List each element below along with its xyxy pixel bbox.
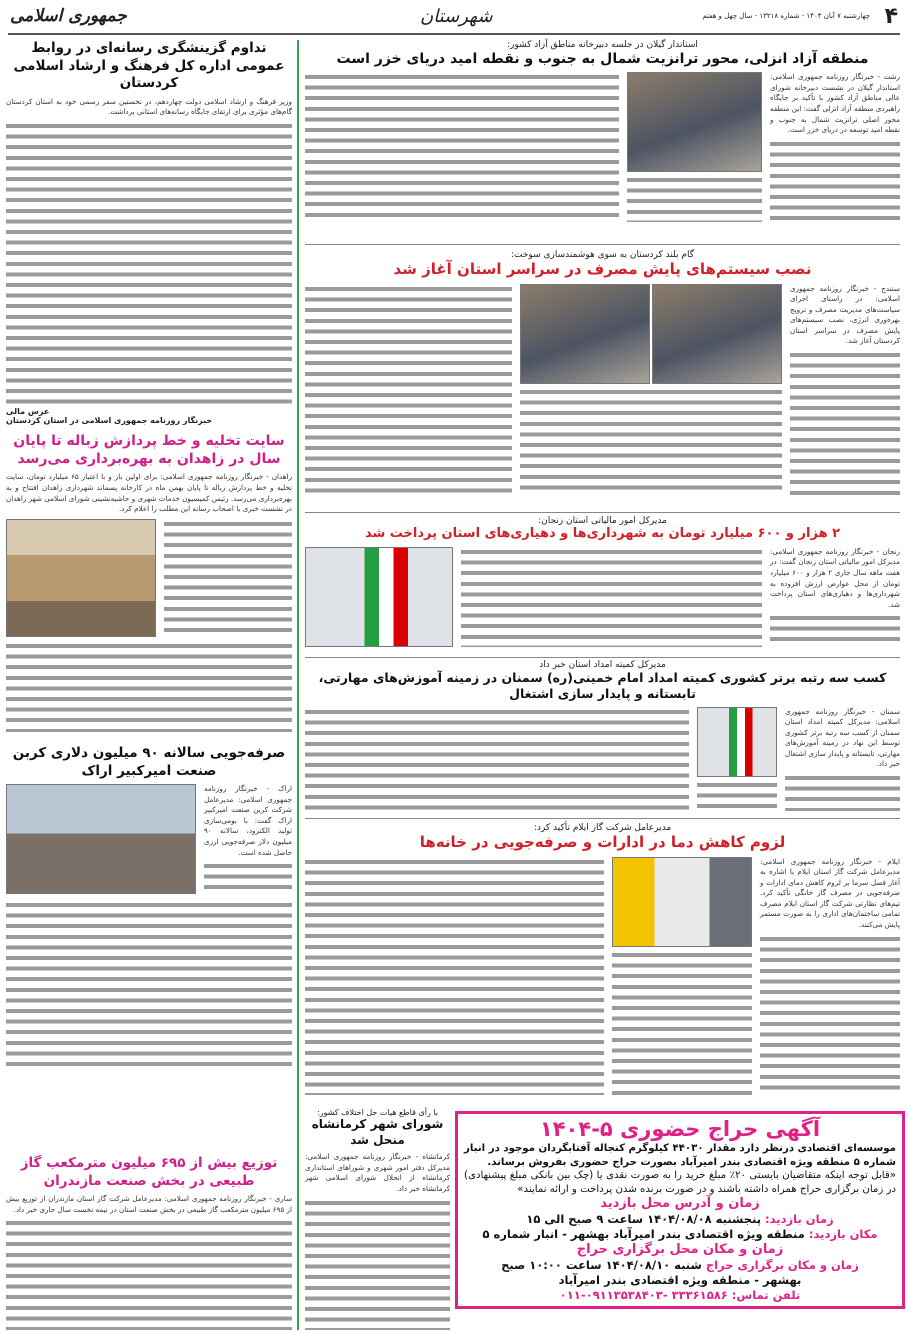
text-column xyxy=(164,519,292,637)
section-title: شهرستان xyxy=(420,6,493,27)
kicker: با رأی قاطع هیات حل اختلاف کشور: xyxy=(316,1108,439,1117)
news-photo xyxy=(6,519,156,637)
text-lines xyxy=(770,613,900,646)
byline xyxy=(6,407,292,425)
photo-column xyxy=(612,857,752,1095)
story-body: زنجان - خبرنگار روزنامه جمهوری اسلامی: مدیرکل امور مالیاتی استان زنجان گفت: در هفت ماهه سال جاری ۲ هزار و ۶۰۰ میلیارد تومان از محل عوارض ارزش افزوده به شهرداری‌ها و دهیاری‌های استان پرداخت شد. xyxy=(770,546,900,609)
divider xyxy=(305,818,900,819)
headline: توزیع بیش از ۶۹۵ میلیون مترمکعب گاز طبیعی در بخش صنعت مازندران xyxy=(20,1155,278,1189)
kicker: استاندار گیلان در جلسه دبیرخانه مناطق آزاد کشور: xyxy=(507,40,698,50)
text-lines xyxy=(305,707,689,811)
ad-visit-heading: زمان و آدرس محل بازدید xyxy=(600,1196,760,1211)
ad-label: مکان بازدید: xyxy=(808,1227,878,1241)
auction-ad xyxy=(455,1111,905,1309)
headline: کسب سه رتبه برتر کشوری کمیته امداد امام خمینی(ره) سمنان در زمینه آموزش‌های مهارتی، تابستانه و پایدار سازی اشتغال xyxy=(318,670,887,702)
text-lines xyxy=(204,861,292,896)
photo-column xyxy=(6,519,156,637)
ad-auction-place: بهشهر - منطقه ویژه اقتصادی بندر امیرآباد xyxy=(558,1273,802,1287)
text-lines xyxy=(305,72,619,222)
text-column xyxy=(790,284,900,496)
ad-paragraph: موسسه‌ای اقتصادی درنظر دارد مقدار ۴۴۰۳۰ کیلوگرم کنجاله آفتابگردان موجود در انبار شماره ۵ منطقه ویژه اقتصادی بندر امیرآباد بصورت حراج حضوری بفروش برساند. xyxy=(464,1143,896,1168)
story-mazandaran xyxy=(6,1155,292,1330)
story-body: رشت - خبرنگار روزنامه جمهوری اسلامی: استاندار گیلان در نشست دبیرخانه شورای عالی مناطق آزاد کشور با تأکید بر جایگاه راهبردی منطقه آزاد انزلی گفت: این منطقه محور اصلی ترانزیت شمال به جنوب و نقطه امید توسعه در دریای خزر است. xyxy=(770,72,900,135)
story-body: کرمانشاه - خبرنگار روزنامه جمهوری اسلامی: مدیرکل دفتر امور شهری و شوراهای استانداری کرمانشاه از انحلال شورای اسلامی شهر کرمانشاه خبر داد. xyxy=(305,1152,450,1193)
photo-column xyxy=(6,784,196,896)
text-lines xyxy=(461,547,762,647)
news-photo xyxy=(305,547,453,647)
byline-role: خبرنگار روزنامه جمهوری اسلامی در استان کردستان xyxy=(6,416,213,425)
text-column xyxy=(204,784,292,896)
text-column xyxy=(770,72,900,222)
news-photo xyxy=(612,857,752,947)
newspaper-logo: جمهوری اسلامی xyxy=(10,6,127,26)
kicker: گام بلند کردستان به سوی هوشمندسازی سوخت: xyxy=(511,250,694,260)
story-kurdistan-energy xyxy=(305,250,900,496)
news-photo xyxy=(627,72,762,172)
text-lines xyxy=(770,139,900,222)
headline: ۲ هزار و ۶۰۰ میلیارد تومان به شهرداری‌ها و دهیاری‌های استان پرداخت شد xyxy=(364,526,841,541)
story-columns xyxy=(305,284,900,496)
ad-visit-time: پنجشنبه ۱۴۰۴/۰۸/۰۸ ساعت ۹ صبح الی ۱۵ xyxy=(526,1212,762,1226)
text-lines xyxy=(6,641,292,732)
headline: شورای شهر کرمانشاه منحل شد xyxy=(311,1117,444,1147)
text-column xyxy=(461,547,762,647)
ad-paragraph: «قابل توجه اینکه متقاضیان بایستی ۲۰٪ مبلغ خرید را به صورت نقدی یا (چک بین بانکی مبلغ پیشنهادی) در زمان برگزاری حراج همراه داشته باشند و در صورت برنده شدن پرداخت و ارائه نمایند» xyxy=(464,1170,896,1195)
news-photo xyxy=(6,784,196,894)
text-column xyxy=(305,284,512,496)
story-body: وزیر فرهنگ و ارشاد اسلامی دولت چهاردهم، در نخستین سفر رسمی خود به استان کردستان گام‌های مؤثری برای ارتقای جایگاه رسانه‌های استانی برداشت. xyxy=(6,96,292,117)
photo-pair xyxy=(520,284,782,384)
story-zanjan xyxy=(305,516,900,647)
headline: سایت تخلیه و خط پردازش زباله تا پایان سال در زاهدان به بهره‌برداری می‌رسد xyxy=(13,433,285,468)
ad-label: زمان و مکان برگزاری حراج xyxy=(705,1258,859,1272)
text-lines xyxy=(6,1218,292,1330)
story-body: اراک - خبرنگار روزنامه جمهوری اسلامی: مدیرعامل شرکت کربن صنعت امیرکبیر اراک گفت: با بومی‌سازی تولید الکترود، سالانه ۹۰ میلیون دلار صرفه‌جویی ارزی حاصل شده است. xyxy=(204,784,292,857)
story-columns xyxy=(305,72,900,222)
text-lines xyxy=(6,121,292,404)
text-column xyxy=(760,857,900,1095)
photo-column xyxy=(697,707,777,811)
story-body: زاهدان - خبرنگار روزنامه جمهوری اسلامی: برای اولین بار و با اعتبار ۶۵ میلیارد تومان، سایت تخلیه و خط پردازش زباله تا پایان بهمن ماه در کارخانه پسماند شهرداری زاهدان افتتاح و به بهره‌برداری می‌رسد. رئیس کمیسیون خدمات شهری و حاشیه‌نشینی شورای اسلامی شهر زاهدان در نشست خبری با اصحاب رسانه این مطلب را اعلام کرد. xyxy=(6,472,292,514)
text-lines xyxy=(627,175,762,222)
news-photo xyxy=(697,707,777,777)
text-lines xyxy=(305,857,604,1095)
ad-auction-time: شنبه ۱۴۰۴/۰۸/۱۰ ساعت ۱۰:۰۰ صبح xyxy=(501,1258,702,1272)
story-body: سمنان - خبرنگار روزنامه جمهوری اسلامی: مدیرکل کمیته امداد استان سمنان از کسب سه رتبه برتر کشوری توسط این نهاد در زمینه آموزش‌های مهارتی، تابستانه و پایدار سازی اشتغال خبر داد. xyxy=(785,706,900,769)
header-rule xyxy=(8,33,900,35)
story-arak xyxy=(6,745,292,1067)
headline: منطقه آزاد انزلی، محور ترانزیت شمال به جنوب و نقطه امید دریای خزر است xyxy=(336,51,869,67)
ad-phone: تلفن تماس: ۳۳۳۶۱۵۸۶ -۰۹۱۱۳۵۳۸۴۰۳-۰۱۱ xyxy=(559,1288,801,1302)
headline: نصب سیستم‌های پایش مصرف در سراسر استان آغاز شد xyxy=(393,260,812,278)
story-zahedan xyxy=(6,432,292,732)
ad-visit-time-line xyxy=(464,1212,896,1227)
story-body: سنندج - خبرنگار روزنامه جمهوری اسلامی: در راستای اجرای سیاست‌های مدیریت مصرف و ترویج بهره‌وری انرژی، نصب سیستم‌های پایش مصرف در سراسر استان کردستان آغاز شد. xyxy=(790,283,900,346)
divider xyxy=(305,512,900,513)
page-number: ۴ xyxy=(884,4,898,29)
story-body: ساری - خبرنگار روزنامه جمهوری اسلامی: مدیرعامل شرکت گاز استان مازندران از توزیع بیش از ۶۹۵ میلیون مترمکعب گاز طبیعی در بخش صنعت استان در نیمه نخست سال جاری خبر داد. xyxy=(6,1194,292,1214)
ad-label: زمان بازدید: xyxy=(765,1212,834,1226)
byline-name: عرس مالی xyxy=(6,407,50,416)
headline: صرفه‌جویی سالانه ۹۰ میلیون دلاری کربن صنعت امیرکبیر اراک xyxy=(12,745,286,779)
text-lines xyxy=(790,350,900,495)
ad-title: آگهی حراج حضوری ۵-۱۴۰۴ xyxy=(539,1117,821,1141)
story-anzali xyxy=(305,40,900,222)
story-semnan xyxy=(305,660,900,811)
kicker: مدیرکل امور مالیاتی استان زنجان: xyxy=(538,516,667,526)
text-lines xyxy=(305,1198,450,1330)
photo-column xyxy=(520,284,782,496)
column-divider xyxy=(297,40,299,1330)
divider xyxy=(305,657,900,658)
text-column xyxy=(785,707,900,811)
text-lines xyxy=(520,387,782,496)
divider xyxy=(305,244,900,245)
news-photo xyxy=(520,284,650,384)
kicker: مدیرکل کمیته امداد استان خبر داد xyxy=(539,660,666,670)
ad-visit-place-line xyxy=(464,1227,896,1242)
text-lines xyxy=(697,780,777,811)
text-lines xyxy=(6,900,292,1067)
story-body: ایلام - خبرنگار روزنامه جمهوری اسلامی: مدیرعامل شرکت گاز استان ایلام با اشاره به آغاز فصل سرما بر لزوم کاهش دمای ادارات و صرفه‌جویی در مصرف گاز خانگی تأکید کرد. تیم‌های نظارتی شرکت گاز استان ایلام مصرف تمامی ساختمان‌های اداری را به صورت مستمر پایش می‌کنند. xyxy=(760,856,900,930)
story-kermanshah xyxy=(305,1108,450,1330)
ad-auction-heading: زمان و مکان محل برگزاری حراج xyxy=(576,1242,784,1257)
text-column xyxy=(305,72,619,222)
ad-visit-place: منطقه ویژه اقتصادی بندر امیرآباد بهشهر - انبار شماره ۵ xyxy=(482,1227,805,1241)
ad-auction-time-line xyxy=(464,1258,896,1273)
photo-column xyxy=(305,547,453,647)
text-column xyxy=(305,857,604,1095)
text-lines xyxy=(305,284,512,496)
text-column xyxy=(305,707,689,811)
text-lines xyxy=(785,773,900,810)
story-columns xyxy=(305,857,900,1095)
photo-column xyxy=(627,72,762,222)
kicker: مدیرعامل شرکت گاز ایلام تأکید کرد: xyxy=(533,823,672,833)
story-columns xyxy=(305,547,900,647)
story-ilam-gas xyxy=(305,823,900,1095)
story-columns xyxy=(305,707,900,811)
story-columns xyxy=(6,784,292,896)
text-lines xyxy=(612,950,752,1095)
story-columns xyxy=(6,519,292,637)
headline: تداوم گزینشگری رسانه‌ای در روابط عمومی اداره کل فرهنگ و ارشاد اسلامی کردستان xyxy=(13,40,285,92)
text-lines xyxy=(760,934,900,1095)
story-kurdistan-media xyxy=(6,40,292,425)
dateline: چهارشنبه ۷ آبان ۱۴۰۴ - شماره ۱۳۲۱۸ - سال چهل و هفتم xyxy=(702,12,870,20)
news-photo xyxy=(652,284,782,384)
text-lines xyxy=(164,519,292,637)
text-column xyxy=(770,547,900,647)
headline: لزوم کاهش دما در ادارات و صرفه‌جویی در خانه‌ها xyxy=(419,833,786,851)
